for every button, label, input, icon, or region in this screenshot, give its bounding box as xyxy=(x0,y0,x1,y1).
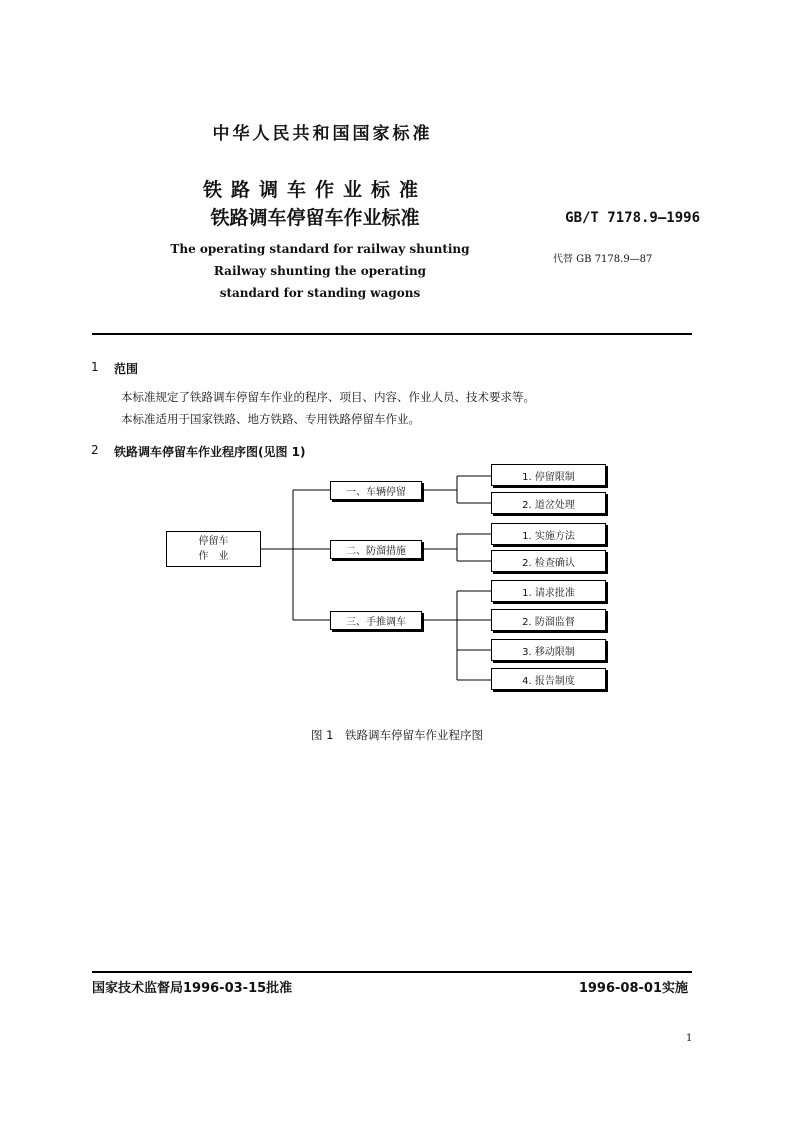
flowchart-item-request-approval: 1. 请求批准 xyxy=(491,580,606,602)
flowchart-group-anti-slip: 二、防溜措施 xyxy=(330,540,422,559)
english-title-line-1: The operating standard for railway shunting xyxy=(170,242,470,256)
english-title-line-3: standard for standing wagons xyxy=(219,286,421,300)
section-1-paragraph-1: 本标准规定了铁路调车停留车作业的程序、项目、内容、作业人员、技术要求等。 xyxy=(121,390,535,404)
approval-date: 国家技术监督局1996-03-15批准 xyxy=(92,981,293,996)
flowchart-group-hand-push: 三、手推调车 xyxy=(330,611,422,630)
section-2-title: 铁路调车停留车作业程序图(见图 1) xyxy=(114,445,306,459)
flowchart-item-check-confirm: 2. 检查确认 xyxy=(491,550,606,572)
flowchart-item-report-system: 4. 报告制度 xyxy=(491,668,606,690)
flowchart-item-stop-limit: 1. 停留限制 xyxy=(491,464,606,486)
section-1-number: 1 xyxy=(91,360,99,374)
replaces-standard: 代替 GB 7178.9—87 xyxy=(553,254,653,265)
standard-title-sub: 铁路调车停留车作业标准 xyxy=(210,207,420,229)
root-label-line-1: 停留车 xyxy=(198,536,229,547)
section-1-paragraph-2: 本标准适用于国家铁路、地方铁路、专用铁路停留车作业。 xyxy=(121,412,420,426)
root-label-line-2: 作 业 xyxy=(198,551,229,562)
implementation-date: 1996-08-01实施 xyxy=(578,981,688,996)
page-number: 1 xyxy=(686,1033,693,1044)
section-2-number: 2 xyxy=(91,443,99,457)
english-title-line-2: Railway shunting the operating xyxy=(213,264,427,278)
issuing-country-header: 中华人民共和国国家标准 xyxy=(212,124,433,144)
standard-title-main: 铁路调车作业标准 xyxy=(202,179,427,201)
section-1-title: 范围 xyxy=(114,362,139,376)
flowchart-item-method: 1. 实施方法 xyxy=(491,523,606,545)
flowchart-group-vehicle-standing: 一、车辆停留 xyxy=(330,481,422,500)
header-divider xyxy=(92,333,692,335)
standard-number: GB/T 7178.9—1996 xyxy=(565,210,700,226)
flowchart-root-node xyxy=(166,531,261,567)
flowchart-item-movement-limit: 3. 移动限制 xyxy=(491,639,606,661)
flowchart-item-anti-slip-supervision: 2. 防溜监督 xyxy=(491,609,606,631)
footer-divider xyxy=(92,971,692,973)
figure-caption: 图 1 铁路调车停留车作业程序图 xyxy=(311,728,483,742)
flowchart-item-switch-handling: 2. 道岔处理 xyxy=(491,492,606,514)
